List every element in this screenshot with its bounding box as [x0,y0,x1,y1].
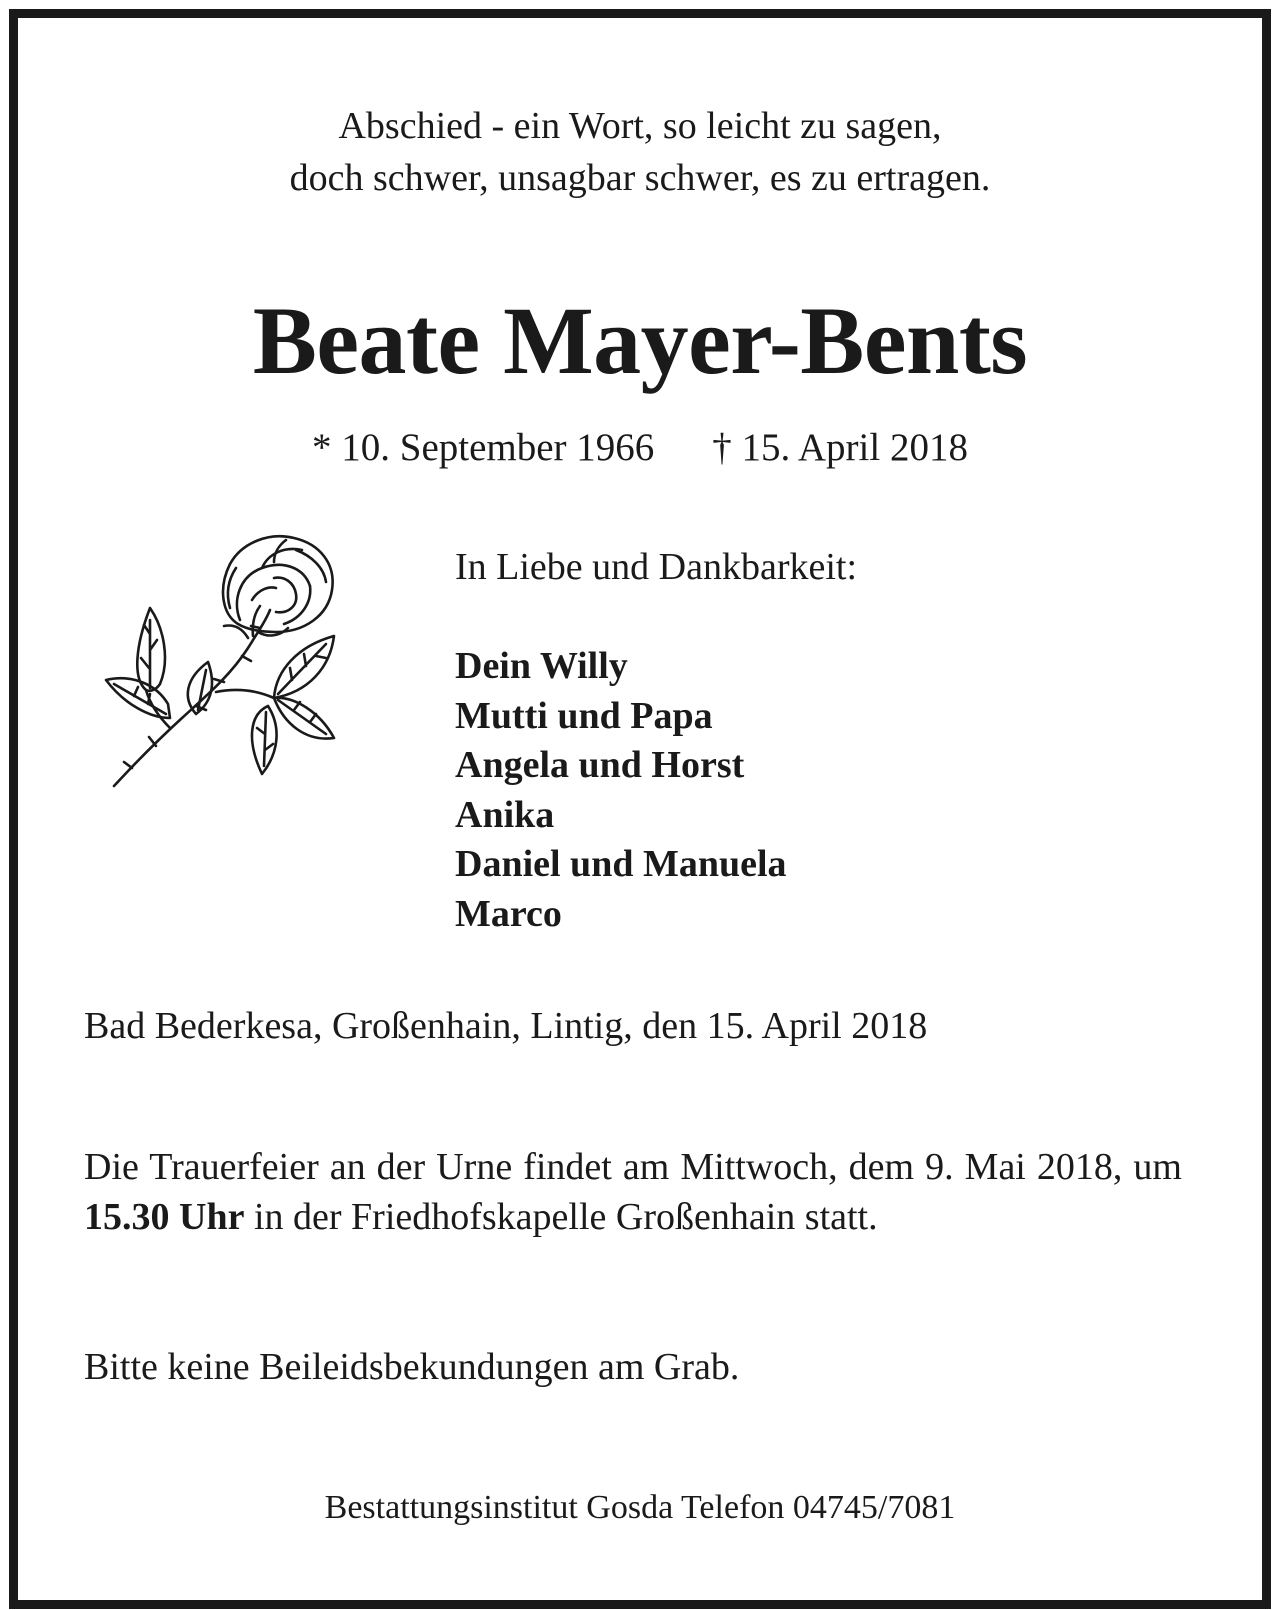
condolence-note: Bitte keine Beileidsbekundungen am Grab. [84,1346,740,1388]
thanks-intro: In Liebe und Dankbarkeit: [455,546,858,588]
birth-date: * 10. September 1966 [312,426,655,469]
mourner-name: Angela und Horst [455,744,745,786]
mourner-name: Dein Willy [455,645,628,687]
obituary-frame [9,9,1271,1609]
funeral-home-footer: Bestattungsinstitut Gosda Telefon 04745/7081 [324,1489,956,1526]
service-text-before: Die Trauerfeier an der Urne findet am Mittwoch, dem 9. Mai 2018, um [84,1146,1182,1188]
verse [18,100,1262,204]
mourner-name: Mutti und Papa [455,694,713,737]
obituary-content [18,18,1262,1600]
service-time: 15.30 Uhr [84,1196,245,1238]
mourner-name: Daniel und Manuela [455,843,787,885]
mourner-name: Anika [455,793,555,836]
life-dates [18,424,1262,472]
place-and-date: Bad Bederkesa, Großenhain, Lintig, den 15. April 2018 [84,1005,928,1047]
deceased-name: Beate Mayer-Bents [252,287,1028,394]
mourner-list [455,642,787,939]
rose-icon [98,528,350,810]
death-date: † 15. April 2018 [712,426,968,469]
verse-line-1: Abschied - ein Wort, so leicht zu sagen, [338,105,942,147]
mourner-name: Marco [455,892,562,935]
verse-line-2: doch schwer, unsagbar schwer, es zu ertragen. [289,157,991,199]
service-text-after: in der Friedhofskapelle Großenhain statt. [244,1196,878,1238]
funeral-service-notice [84,1142,1182,1242]
